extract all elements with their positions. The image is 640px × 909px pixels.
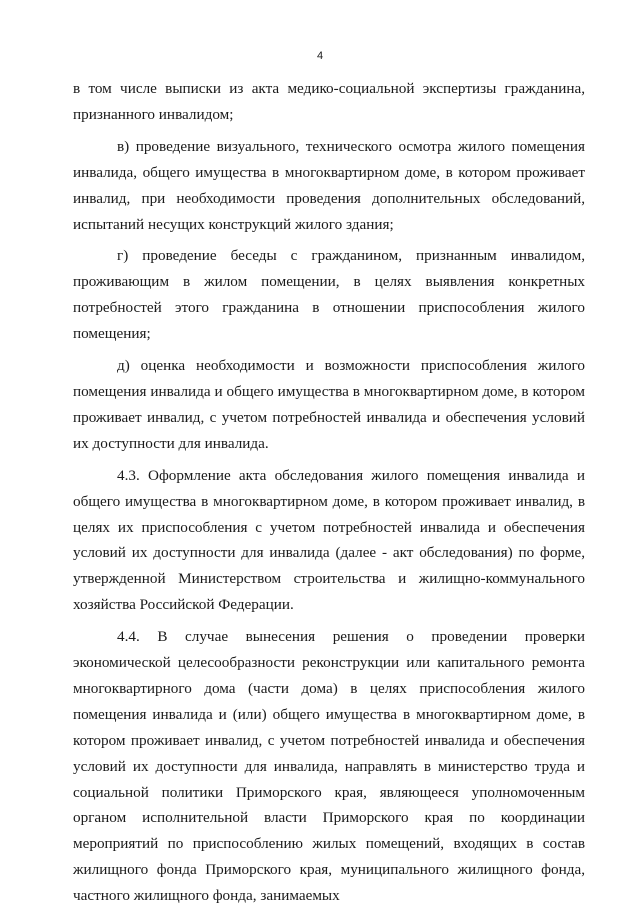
document-body (73, 76, 585, 909)
paragraph-continuation: в том числе выписки из акта медико-социальной экспертизы гражданина, признанного инвалидом; (73, 80, 585, 123)
paragraph-item-v: в) проведение визуального, технического осмотра жилого помещения инвалида, общего имущества в многоквартирном доме, в котором проживает инвалид, при необходимости проведения дополнительных обследований, испытаний несущих конструкций жилого здания; (73, 137, 585, 233)
page-number: 4 (316, 50, 324, 62)
paragraph-4-4: 4.4. В случае вынесения решения о проведении проверки экономической целесообразности реконструкции или капитального ремонта многоквартирного дома (части дома) в целях приспособления жилого помещения инвалида и (или) общего имущества в многоквартирном доме, в котором проживает инвалид, с учетом потребностей инвалида и обеспечения условий их доступности для инвалида, направлять в министерство труда и социальной политики Приморского края, являющееся уполномоченным органом исполнительной власти Приморского края по координации мероприятий по приспособлению жилых помещений, входящих в состав жилищного фонда Приморского края, муниципального жилищного фонда, частного жилищного фонда, занимаемых (73, 628, 585, 905)
paragraph-4-3: 4.3. Оформление акта обследования жилого помещения инвалида и общего имущества в многоквартирном доме, в котором проживает инвалид, в целях их приспособления с учетом потребностей инвалида и обеспечения условий их доступности для инвалида (далее - акт обследования) по форме, утвержденной Министерством строительства и жилищно-коммунального хозяйства Российской Федерации. (73, 466, 585, 614)
paragraph-item-g: г) проведение беседы с гражданином, признанным инвалидом, проживающим в жилом помещении, в целях выявления конкретных потребностей этого гражданина в отношении приспособления жилого помещения; (73, 247, 585, 343)
paragraph-item-d: д) оценка необходимости и возможности приспособления жилого помещения инвалида и общего имущества в многоквартирном доме, в котором проживает инвалид, с учетом потребностей инвалида и обеспечения условий их доступности для инвалида. (73, 357, 585, 452)
